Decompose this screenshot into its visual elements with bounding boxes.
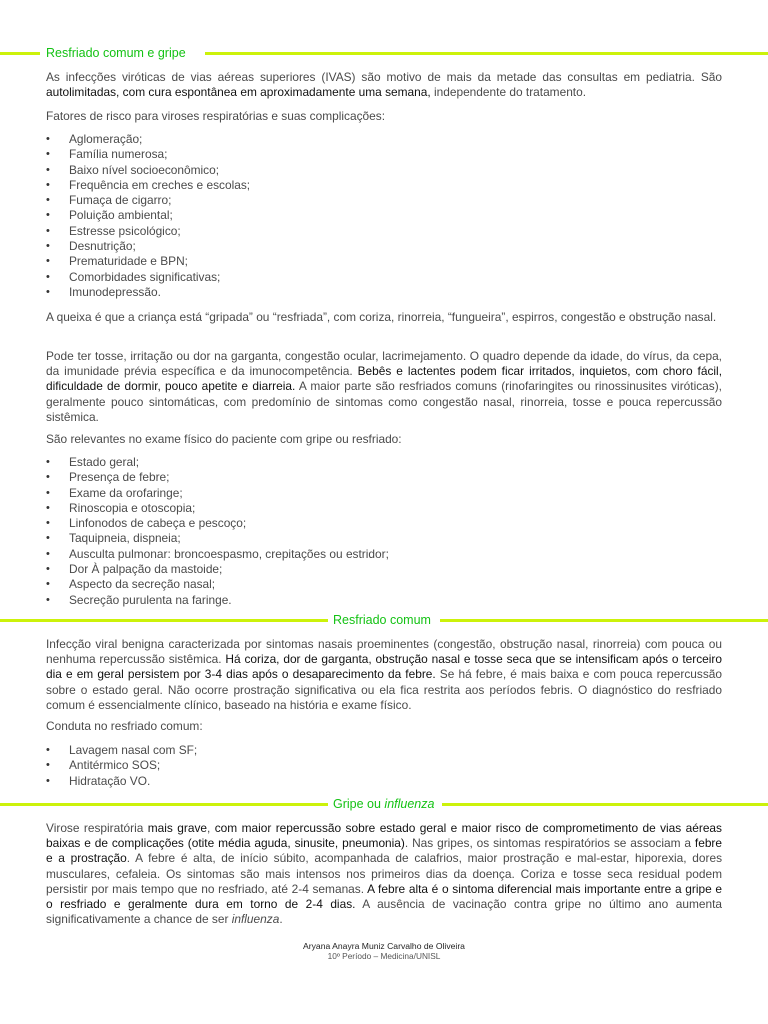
accent-bar-left (0, 52, 40, 55)
conduct-item: • Hidratação VO. (46, 774, 646, 789)
risk-factor-item: • Estresse psicológico; (46, 224, 646, 239)
exam-item: • Taquipneia, dispneia; (46, 531, 646, 546)
section-title: Resfriado comum e gripe (46, 46, 186, 60)
exam-item: • Linfonodos de cabeça e pescoço; (46, 516, 646, 531)
accent-bar-right (440, 619, 768, 622)
symptoms-paragraph: Pode ter tosse, irritação ou dor na garganta, congestão ocular, lacrimejamento. O quadro depende da idade, do vírus, da cepa, da imunidade prévia específica e da imunocompetência. Bebês e lactentes podem ficar irritados, inquietos, com choro fácil, dificuldade de dormir, pouco apetite e diarreia. A maior parte são resfriados comuns (rinofaringites ou rinossinusites viróticas), geralmente pouco sintomáticas, com predomínio de sintomas como congestão nasal, rinorreia, tosse e pouca repercussão sistêmica. (46, 349, 723, 424)
conduct-item: • Antitérmico SOS; (46, 758, 646, 773)
section-header-gripe (0, 797, 768, 811)
physical-exam-list (46, 455, 646, 608)
risk-factors-list (46, 132, 646, 300)
risk-factor-item: • Desnutrição; (46, 239, 646, 254)
risk-factor-item: • Baixo nível socioeconômico; (46, 163, 646, 178)
risk-factor-item: • Prematuridade e BPN; (46, 254, 646, 269)
section-title: Gripe ou influenza (333, 797, 435, 811)
exam-item: • Dor À palpação da mastoide; (46, 562, 646, 577)
accent-bar-right (442, 803, 768, 806)
section-title: Resfriado comum (333, 613, 431, 627)
risk-factor-item: • Frequência em creches e escolas; (46, 178, 646, 193)
conduct-intro: Conduta no resfriado comum: (46, 719, 203, 733)
exam-intro: São relevantes no exame físico do paciente com gripe ou resfriado: (46, 432, 402, 446)
highlight-text: com maior repercussão sobre estado geral e maior risco de comprometimento de vias aéreas baixas e de complicações (otite média aguda, sinusite, pneumonia) (46, 821, 722, 851)
risk-factor-item: • Poluição ambiental; (46, 208, 646, 223)
accent-bar-left (0, 619, 328, 622)
gripe-paragraph: Virose respiratória mais grave, com maior repercussão sobre estado geral e maior risco de comprometimento de vias aéreas baixas e de complicações (otite média aguda, sinusite, pneumonia). Nas gripes, os sintomas respiratórios se associam a febre e a prostração. A febre é alta, de início súbito, acompanhada de calafrios, maior prostração e mal-estar, hiporexia, dores musculares, cefaleia. Os sintomas são mais intensos nos primeiros dias da doença. Coriza e tosse seca residual podem persistir por mais tempo que no resfriado, até 2-4 semanas. A febre alta é o sintoma diferencial mais importante entre a gripe e o resfriado e geralmente dura em torno de 2-4 dias. A ausência de vacinação contra gripe no último ano aumenta significativamente a chance de ser influenza. (46, 821, 723, 927)
highlight-text: autolimitadas, com cura espontânea em aproximadamente uma semana, (46, 85, 431, 100)
exam-item: • Estado geral; (46, 455, 646, 470)
risk-factors-intro: Fatores de risco para viroses respiratórias e suas complicações: (46, 109, 386, 123)
conduct-list (46, 743, 646, 789)
course-info: 10º Período – Medicina/UNISL (327, 951, 441, 961)
highlight-text: mais grave (147, 821, 208, 835)
risk-factor-item: • Fumaça de cigarro; (46, 193, 646, 208)
risk-factor-item: • Família numerosa; (46, 147, 646, 162)
exam-item: • Rinoscopia e otoscopia; (46, 501, 646, 516)
intro-paragraph: As infecções viróticas de vias aéreas superiores (IVAS) são motivo de mais da metade das consultas em pediatria. São autolimitadas, com cura espontânea em aproximadamente uma semana, independente do tratamento. (46, 70, 722, 100)
exam-item: • Secreção purulenta na faringe. (46, 593, 646, 608)
conduct-item: • Lavagem nasal com SF; (46, 743, 646, 758)
author-name: Aryana Anayra Muniz Carvalho de Oliveira (303, 941, 465, 951)
section-header-resfriado-comum (0, 613, 768, 627)
highlight-text: febre e a prostração (46, 836, 723, 866)
highlight-text: Há coriza, dor de garganta, obstrução nasal e tosse seca que se intensificam após o terceiro dia e em geral persistem por 3-4 dias após o desaparecimento da febre. (46, 652, 722, 682)
risk-factor-item: • Imunodepressão. (46, 285, 646, 300)
highlight-text: A febre alta é o sintoma diferencial mais importante entre a gripe e o resfriado e geralmente dura em torno de 2-4 dias. (46, 881, 722, 912)
exam-item: • Exame da orofaringe; (46, 486, 646, 501)
accent-bar-left (0, 803, 328, 806)
accent-bar-right (205, 52, 768, 55)
complaint-paragraph: A queixa é que a criança está “gripada” ou “resfriada”, com coriza, rinorreia, “fungueira”, espirros, congestão e obstrução nasal. (46, 310, 717, 324)
highlight-text: Bebês e lactentes podem ficar irritados, inquietos, com choro fácil, dificuldade de dormir, pouco apetite e diarreia. (46, 364, 723, 394)
section-header-resfriado-gripe (0, 46, 768, 60)
page-footer (0, 941, 768, 961)
exam-item: • Presença de febre; (46, 470, 646, 485)
risk-factor-item: • Aglomeração; (46, 132, 646, 147)
exam-item: • Aspecto da secreção nasal; (46, 577, 646, 592)
exam-item: • Ausculta pulmonar: broncoespasmo, crepitações ou estridor; (46, 547, 646, 562)
risk-factor-item: • Comorbidades significativas; (46, 270, 646, 285)
resfriado-paragraph: Infecção viral benigna caracterizada por sintomas nasais proeminentes (congestão, obstrução nasal, rinorreia) com pouca ou nenhuma repercussão sistêmica. Há coriza, dor de garganta, obstrução nasal e tosse seca que se intensificam após o terceiro dia e em geral persistem por 3-4 dias após o desaparecimento da febre. Se há febre, é mais baixa e com pouca repercussão sobre o estado geral. Não ocorre prostração significativa ou ela fica restrita aos períodos febris. O diagnóstico do resfriado comum é essencialmente clínico, baseado na história e exame físico. (46, 637, 722, 712)
